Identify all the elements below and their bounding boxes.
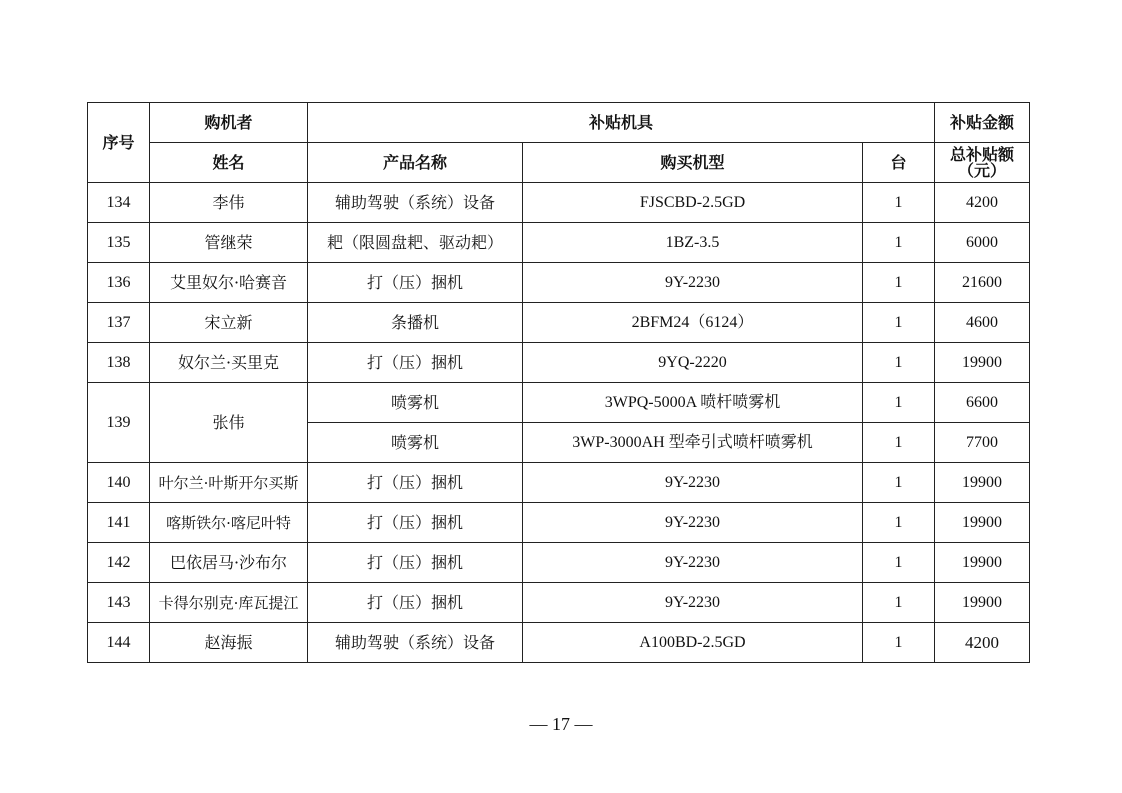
cell-seq: 137 bbox=[88, 303, 150, 343]
cell-model: 9Y-2230 bbox=[523, 463, 863, 503]
cell-seq: 142 bbox=[88, 543, 150, 583]
cell-amount: 19900 bbox=[935, 343, 1030, 383]
cell-seq: 136 bbox=[88, 263, 150, 303]
cell-product: 辅助驾驶（系统）设备 bbox=[308, 183, 523, 223]
cell-units: 1 bbox=[863, 383, 935, 423]
cell-product: 打（压）捆机 bbox=[308, 343, 523, 383]
cell-seq: 141 bbox=[88, 503, 150, 543]
cell-product: 喷雾机 bbox=[308, 423, 523, 463]
header-units: 台 bbox=[863, 143, 935, 183]
cell-product: 辅助驾驶（系统）设备 bbox=[308, 623, 523, 663]
cell-name: 李伟 bbox=[150, 183, 308, 223]
table-row bbox=[88, 223, 1030, 263]
subsidy-table bbox=[87, 102, 1030, 663]
table-row bbox=[88, 503, 1030, 543]
page-number: — 17 — bbox=[529, 714, 593, 734]
table-row bbox=[88, 383, 1030, 423]
table-row bbox=[88, 183, 1030, 223]
cell-units: 1 bbox=[863, 503, 935, 543]
cell-name: 卡得尔别克·库瓦提江 bbox=[150, 583, 308, 623]
cell-name: 赵海振 bbox=[150, 623, 308, 663]
cell-units: 1 bbox=[863, 183, 935, 223]
cell-units: 1 bbox=[863, 303, 935, 343]
table-row bbox=[88, 263, 1030, 303]
cell-model: 9Y-2230 bbox=[523, 543, 863, 583]
cell-amount: 4600 bbox=[935, 303, 1030, 343]
header-row-bottom bbox=[88, 143, 1030, 183]
cell-seq: 140 bbox=[88, 463, 150, 503]
cell-units: 1 bbox=[863, 263, 935, 303]
cell-product: 打（压）捆机 bbox=[308, 543, 523, 583]
cell-model: A100BD-2.5GD bbox=[523, 623, 863, 663]
cell-units: 1 bbox=[863, 583, 935, 623]
cell-amount: 6600 bbox=[935, 383, 1030, 423]
cell-units: 1 bbox=[863, 423, 935, 463]
cell-amount: 4200 bbox=[935, 623, 1030, 663]
cell-amount: 21600 bbox=[935, 263, 1030, 303]
cell-product: 条播机 bbox=[308, 303, 523, 343]
cell-name: 巴依居马·沙布尔 bbox=[150, 543, 308, 583]
cell-model: 9YQ-2220 bbox=[523, 343, 863, 383]
cell-model: 9Y-2230 bbox=[523, 503, 863, 543]
header-row-top bbox=[88, 103, 1030, 143]
cell-amount: 19900 bbox=[935, 583, 1030, 623]
table-row bbox=[88, 623, 1030, 663]
cell-name: 艾里奴尔·哈赛音 bbox=[150, 263, 308, 303]
cell-units: 1 bbox=[863, 343, 935, 383]
cell-seq: 138 bbox=[88, 343, 150, 383]
cell-units: 1 bbox=[863, 463, 935, 503]
cell-amount: 19900 bbox=[935, 543, 1030, 583]
cell-seq: 135 bbox=[88, 223, 150, 263]
table-row bbox=[88, 543, 1030, 583]
header-machine-group: 补贴机具 bbox=[308, 103, 935, 143]
cell-name: 奴尔兰·买里克 bbox=[150, 343, 308, 383]
table-row bbox=[88, 303, 1030, 343]
header-buyer-group: 购机者 bbox=[150, 103, 308, 143]
cell-seq: 139 bbox=[88, 383, 150, 463]
cell-product: 耙（限圆盘耙、驱动耙） bbox=[308, 223, 523, 263]
cell-units: 1 bbox=[863, 623, 935, 663]
cell-name: 喀斯铁尔·喀尼叶特 bbox=[150, 503, 308, 543]
cell-name: 张伟 bbox=[150, 383, 308, 463]
cell-units: 1 bbox=[863, 543, 935, 583]
cell-seq: 143 bbox=[88, 583, 150, 623]
header-seq: 序号 bbox=[88, 103, 150, 183]
cell-model: 9Y-2230 bbox=[523, 263, 863, 303]
table-row bbox=[88, 583, 1030, 623]
header-amount-group: 补贴金额 bbox=[935, 103, 1030, 143]
cell-product: 喷雾机 bbox=[308, 383, 523, 423]
cell-product: 打（压）捆机 bbox=[308, 263, 523, 303]
cell-amount: 4200 bbox=[935, 183, 1030, 223]
cell-model: 1BZ-3.5 bbox=[523, 223, 863, 263]
cell-product: 打（压）捆机 bbox=[308, 503, 523, 543]
cell-amount: 19900 bbox=[935, 503, 1030, 543]
cell-units: 1 bbox=[863, 223, 935, 263]
cell-model: 2BFM24（6124） bbox=[523, 303, 863, 343]
header-name: 姓名 bbox=[150, 143, 308, 183]
table-row bbox=[88, 463, 1030, 503]
cell-model: 3WPQ-5000A 喷杆喷雾机 bbox=[523, 383, 863, 423]
cell-amount: 7700 bbox=[935, 423, 1030, 463]
table-row bbox=[88, 343, 1030, 383]
header-product: 产品名称 bbox=[308, 143, 523, 183]
cell-model: 9Y-2230 bbox=[523, 583, 863, 623]
header-model: 购买机型 bbox=[523, 143, 863, 183]
cell-seq: 144 bbox=[88, 623, 150, 663]
cell-model: FJSCBD-2.5GD bbox=[523, 183, 863, 223]
header-total: 总补贴额（元） bbox=[935, 143, 1030, 183]
cell-amount: 19900 bbox=[935, 463, 1030, 503]
cell-name: 宋立新 bbox=[150, 303, 308, 343]
cell-amount: 6000 bbox=[935, 223, 1030, 263]
cell-seq: 134 bbox=[88, 183, 150, 223]
cell-name: 叶尔兰·叶斯开尔买斯 bbox=[150, 463, 308, 503]
cell-product: 打（压）捆机 bbox=[308, 463, 523, 503]
cell-product: 打（压）捆机 bbox=[308, 583, 523, 623]
cell-name: 管继荣 bbox=[150, 223, 308, 263]
cell-model: 3WP-3000AH 型牵引式喷杆喷雾机 bbox=[523, 423, 863, 463]
